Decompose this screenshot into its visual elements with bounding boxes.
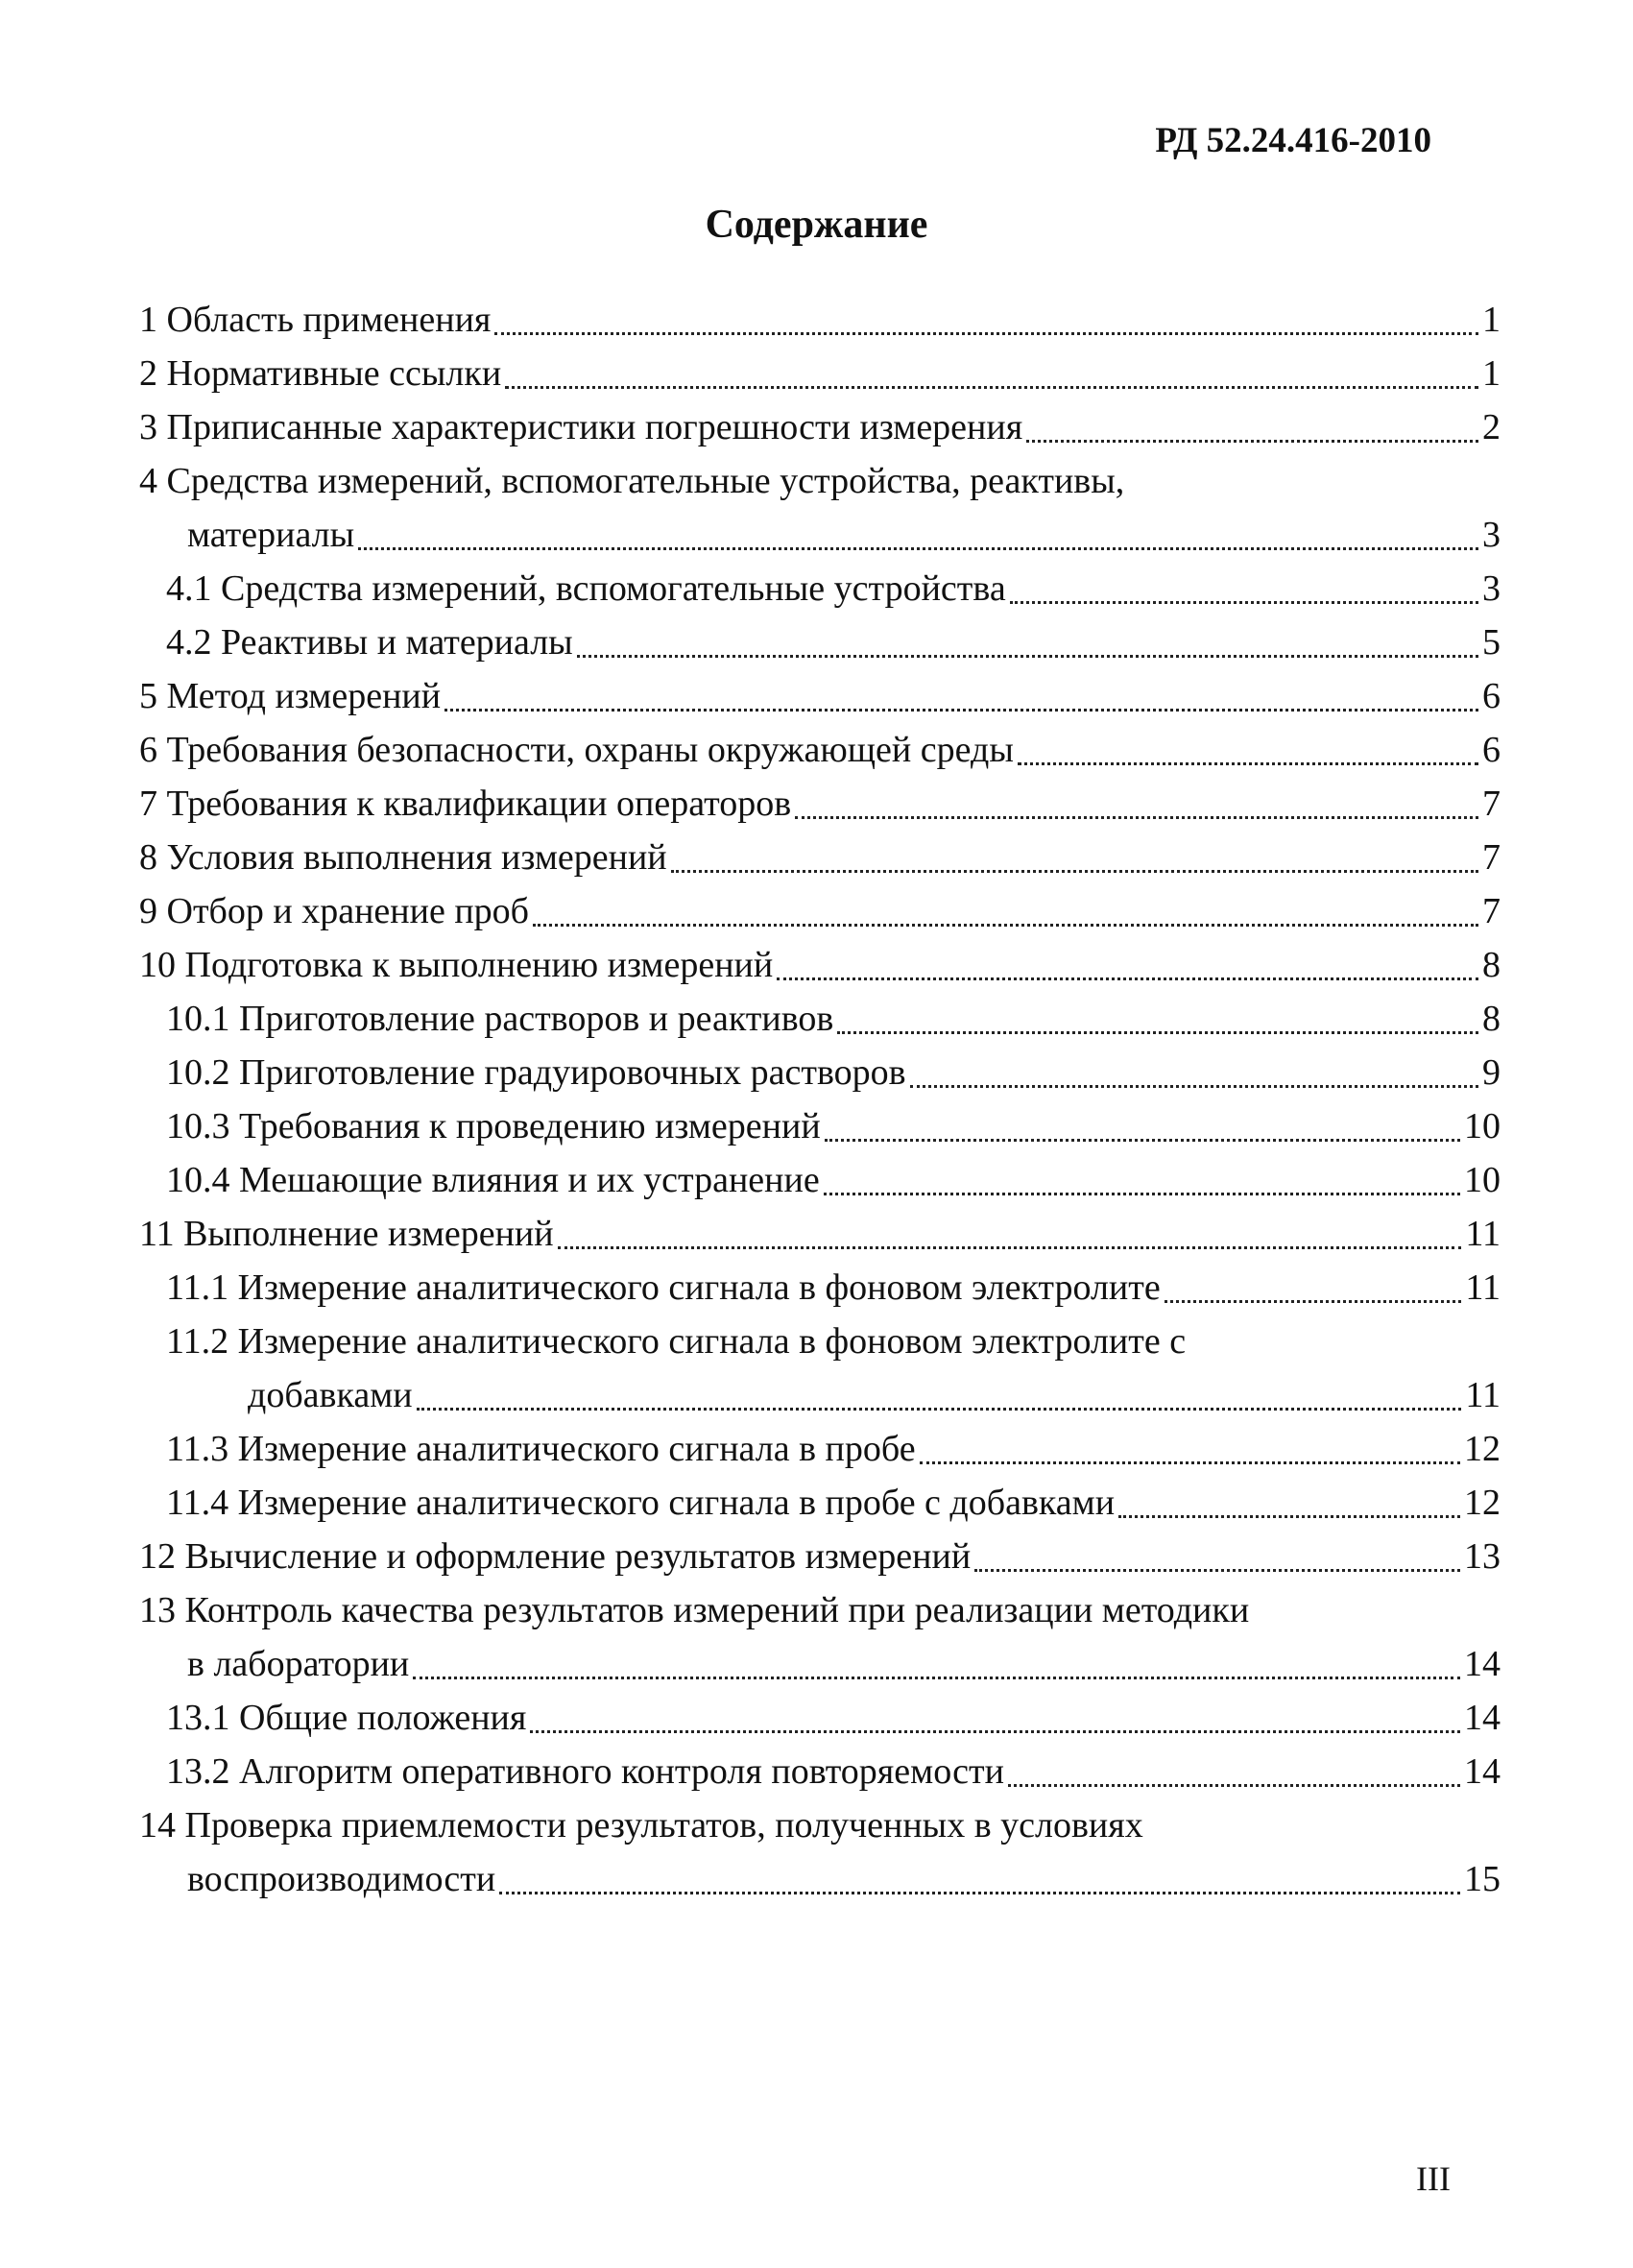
toc-entry-title: 8 Условия выполнения измерений	[139, 837, 667, 878]
dot-leader	[1018, 762, 1478, 765]
dot-leader	[558, 1246, 1462, 1249]
toc-entry-page: 3	[1482, 515, 1501, 555]
dot-leader	[795, 816, 1478, 819]
dot-leader	[1010, 601, 1478, 604]
toc-entry-title: материалы	[187, 515, 355, 555]
toc-entry	[139, 1583, 1501, 1691]
toc-entry	[139, 938, 1501, 992]
toc-entry-page: 9	[1482, 1052, 1501, 1093]
toc-entry-title-line: 11.2 Измерение аналитического сигнала в фоновом электролите с	[166, 1321, 1187, 1362]
toc-entry	[139, 293, 1501, 347]
toc-entry-title: 12 Вычисление и оформление результатов измерений	[139, 1536, 972, 1577]
toc-entry	[139, 992, 1501, 1046]
dot-leader	[577, 655, 1478, 658]
toc-entry-line	[139, 884, 1501, 938]
toc-entry-line	[139, 1207, 1501, 1261]
toc-entry-page: 15	[1464, 1859, 1501, 1899]
toc-entry-line	[139, 1530, 1501, 1583]
toc-entry-line	[166, 615, 1501, 669]
toc-entry-page: 7	[1482, 891, 1501, 931]
toc-entry-title: 1 Область применения	[139, 300, 492, 340]
toc-entry-page: 8	[1482, 999, 1501, 1039]
dot-leader	[358, 547, 1478, 550]
toc-entry-page: 12	[1464, 1429, 1501, 1469]
toc-entry-title: 11.1 Измерение аналитического сигнала в фоновом электролите	[166, 1267, 1161, 1308]
toc-entry-title: 9 Отбор и хранение проб	[139, 891, 529, 931]
toc-entry-page: 5	[1482, 622, 1501, 663]
toc-entry-line	[166, 1691, 1501, 1745]
toc-entry-line	[139, 938, 1501, 992]
toc-entry-line	[166, 1099, 1501, 1153]
toc-entry-line	[139, 777, 1501, 831]
toc-entry-page: 7	[1482, 784, 1501, 824]
toc-entry	[139, 1476, 1501, 1530]
dot-leader	[1026, 440, 1478, 443]
toc-entry-line	[139, 669, 1501, 723]
toc-entry-title: 7 Требования к квалификации операторов	[139, 784, 792, 824]
toc-entry-page: 10	[1464, 1160, 1501, 1200]
toc-entry-page: 6	[1482, 730, 1501, 770]
toc-entry-page: 11	[1465, 1267, 1501, 1308]
dot-leader	[530, 1730, 1460, 1733]
toc-entry-page: 11	[1465, 1375, 1501, 1415]
toc-entry-title: 2 Нормативные ссылки	[139, 353, 502, 394]
toc-entry-title-line: 4 Средства измерений, вспомогательные устройства, реактивы,	[139, 461, 1125, 501]
toc-entry-page: 2	[1482, 407, 1501, 447]
toc-entry-page: 11	[1465, 1214, 1501, 1254]
toc-entry	[139, 1046, 1501, 1099]
toc-entry-page: 14	[1464, 1751, 1501, 1792]
toc-entry-title: 6 Требования безопасности, охраны окружающей среды	[139, 730, 1014, 770]
toc-entry-title: 4.2 Реактивы и материалы	[166, 622, 573, 663]
toc-entry	[139, 831, 1501, 884]
toc-entry-title: 10.2 Приготовление градуировочных растворов	[166, 1052, 906, 1093]
toc-entry-line	[166, 1476, 1501, 1530]
dot-leader	[444, 709, 1478, 712]
dot-leader	[671, 870, 1478, 873]
toc-entry	[139, 1153, 1501, 1207]
toc-entry-line	[166, 1745, 1501, 1798]
toc-entry-page: 7	[1482, 837, 1501, 878]
toc-entry	[139, 454, 1501, 562]
toc-entry-line	[166, 992, 1501, 1046]
toc-entry-page: 1	[1482, 300, 1501, 340]
toc-entry-line	[166, 1046, 1501, 1099]
toc-entry-title: 10.1 Приготовление растворов и реактивов	[166, 999, 834, 1039]
dot-leader	[777, 977, 1478, 980]
dot-leader	[910, 1085, 1478, 1088]
toc-entry-line	[166, 1153, 1501, 1207]
toc-entry-page: 14	[1464, 1644, 1501, 1684]
toc-entry-title: 3 Приписанные характеристики погрешности измерения	[139, 407, 1023, 447]
toc-entry	[139, 884, 1501, 938]
dot-leader	[824, 1193, 1460, 1195]
page-number: III	[1416, 2159, 1451, 2198]
toc-entry-title: 10.4 Мешающие влияния и их устранение	[166, 1160, 820, 1200]
toc-entry	[139, 1745, 1501, 1798]
dot-leader	[499, 1892, 1460, 1894]
toc-entry	[139, 400, 1501, 454]
toc-entry	[139, 1261, 1501, 1315]
toc-entry-line	[139, 723, 1501, 777]
toc-entry-page: 14	[1464, 1698, 1501, 1738]
toc-title: Содержание	[705, 203, 928, 247]
toc-entry-page: 3	[1482, 568, 1501, 609]
toc-entry-title: 10.3 Требования к проведению измерений	[166, 1106, 821, 1146]
toc-entry-title: 13.2 Алгоритм оперативного контроля повторяемости	[166, 1751, 1004, 1792]
toc-entry-line	[166, 562, 1501, 615]
toc-entry-line	[139, 508, 1501, 562]
toc-entry-title: 5 Метод измерений	[139, 676, 442, 716]
dot-leader	[1008, 1784, 1460, 1787]
toc-entry-title: воспроизводимости	[187, 1859, 496, 1899]
dot-leader	[920, 1461, 1460, 1464]
toc-entry	[139, 1422, 1501, 1476]
toc-entry-page: 6	[1482, 676, 1501, 716]
toc-entry-title: 10 Подготовка к выполнению измерений	[139, 945, 774, 985]
toc-entry-line	[139, 293, 1501, 347]
toc-entry	[139, 347, 1501, 400]
dot-leader	[413, 1677, 1460, 1679]
toc-entry	[139, 1691, 1501, 1745]
toc-entry-line	[139, 831, 1501, 884]
toc-entry-line	[166, 1261, 1501, 1315]
toc-entry	[139, 723, 1501, 777]
toc-entry-page: 10	[1464, 1106, 1501, 1146]
toc-entry-title: 11.3 Измерение аналитического сигнала в пробе	[166, 1429, 916, 1469]
toc-entry-line	[139, 1852, 1501, 1906]
toc-entry	[139, 1099, 1501, 1153]
toc-entry-title: в лаборатории	[187, 1644, 410, 1684]
toc-entry-page: 12	[1464, 1483, 1501, 1523]
toc-entry	[139, 1315, 1501, 1422]
toc-entry-page: 8	[1482, 945, 1501, 985]
toc-entry-title-line: 13 Контроль качества результатов измерений при реализации методики	[139, 1590, 1250, 1630]
toc-entry-page: 1	[1482, 353, 1501, 394]
toc-entry	[139, 562, 1501, 615]
toc-entry	[139, 777, 1501, 831]
toc-entry	[139, 1207, 1501, 1261]
toc-entry	[139, 1798, 1501, 1906]
dot-leader	[494, 332, 1478, 335]
toc-entry-title: 11 Выполнение измерений	[139, 1214, 554, 1254]
toc-entry-line	[139, 400, 1501, 454]
table-of-contents	[139, 293, 1501, 1906]
document-code: РД 52.24.416-2010	[1155, 121, 1431, 160]
toc-entry-page: 13	[1464, 1536, 1501, 1577]
toc-entry-title: 13.1 Общие положения	[166, 1698, 527, 1738]
toc-entry-line	[166, 1368, 1501, 1422]
dot-leader	[417, 1408, 1462, 1411]
dot-leader	[1165, 1300, 1462, 1303]
dot-leader	[837, 1031, 1478, 1034]
toc-entry-title-line: 14 Проверка приемлемости результатов, полученных в условиях	[139, 1805, 1143, 1846]
toc-entry-title: 11.4 Измерение аналитического сигнала в пробе с добавками	[166, 1483, 1116, 1523]
toc-entry-line	[139, 1637, 1501, 1691]
dot-leader	[1118, 1515, 1460, 1518]
toc-entry-title: 4.1 Средства измерений, вспомогательные устройства	[166, 568, 1006, 609]
dot-leader	[974, 1569, 1460, 1572]
toc-entry	[139, 615, 1501, 669]
dot-leader	[533, 924, 1478, 927]
toc-entry-title: добавками	[248, 1375, 413, 1415]
dot-leader	[505, 386, 1478, 389]
toc-entry	[139, 669, 1501, 723]
toc-entry-line	[166, 1422, 1501, 1476]
dot-leader	[825, 1139, 1460, 1142]
toc-entry-line	[139, 347, 1501, 400]
toc-entry	[139, 1530, 1501, 1583]
